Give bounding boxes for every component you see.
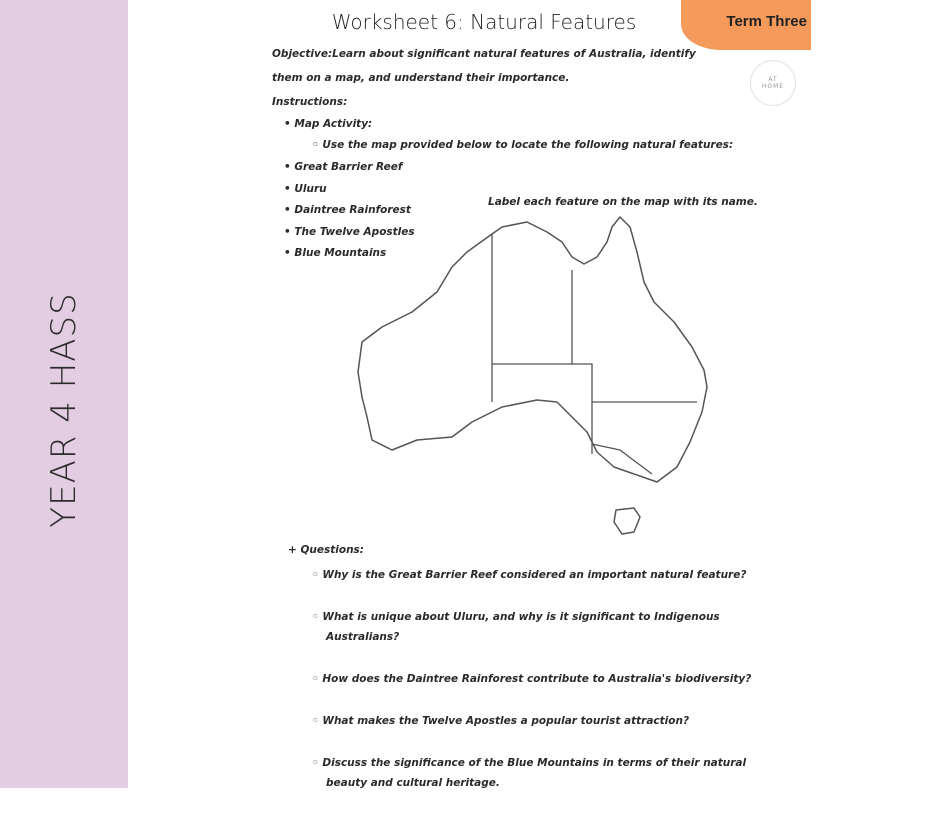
- feature-item: • The Twelve Apostles: [284, 225, 415, 247]
- map-caption: Label each feature on the map with its name.: [488, 196, 758, 208]
- mainland-outline: [358, 217, 707, 482]
- sidebar-label: YEAR 4 HASS: [44, 292, 84, 528]
- term-badge-label: Term Three: [726, 13, 807, 30]
- feature-item: • Great Barrier Reef: [284, 160, 415, 182]
- question-list: [312, 565, 782, 815]
- instructions-heading: Instructions:: [272, 96, 348, 108]
- australia-map: [352, 212, 712, 542]
- feature-item: • Uluru: [284, 182, 415, 204]
- feature-item: • Blue Mountains: [284, 246, 415, 268]
- map-activity-subitem: ◦ Use the map provided below to locate the following natural features:: [312, 139, 733, 151]
- worksheet-title: Worksheet 6: Natural Features: [331, 10, 637, 34]
- feature-item: • Daintree Rainforest: [284, 203, 415, 225]
- sidebar: [0, 0, 128, 788]
- map-activity-label: • Map Activity:: [284, 117, 415, 139]
- objective-text: Objective:Learn about significant natural features of Australia, identify them on a map, and understand their importance.: [272, 48, 696, 84]
- logo-line-1: AT: [768, 76, 778, 83]
- question-item: ◦ How does the Daintree Rainforest contribute to Australia's biodiversity?: [312, 669, 782, 689]
- state-border: [492, 270, 572, 364]
- question-item: ◦ What is unique about Uluru, and why is it significant to Indigenous Australians?: [312, 607, 782, 647]
- question-item: ◦ Why is the Great Barrier Reef considered an important natural feature?: [312, 565, 782, 585]
- logo-line-2: HOME: [761, 83, 785, 90]
- questions-heading: + Questions:: [288, 544, 364, 556]
- worksheet-page: [128, 0, 940, 788]
- question-item: ◦ Discuss the significance of the Blue Mountains in terms of their natural beauty and cultural heritage.: [312, 753, 782, 793]
- state-border: [572, 364, 592, 454]
- question-item: ◦ What makes the Twelve Apostles a popular tourist attraction?: [312, 711, 782, 731]
- tasmania-outline: [614, 508, 640, 534]
- logo: [750, 60, 796, 106]
